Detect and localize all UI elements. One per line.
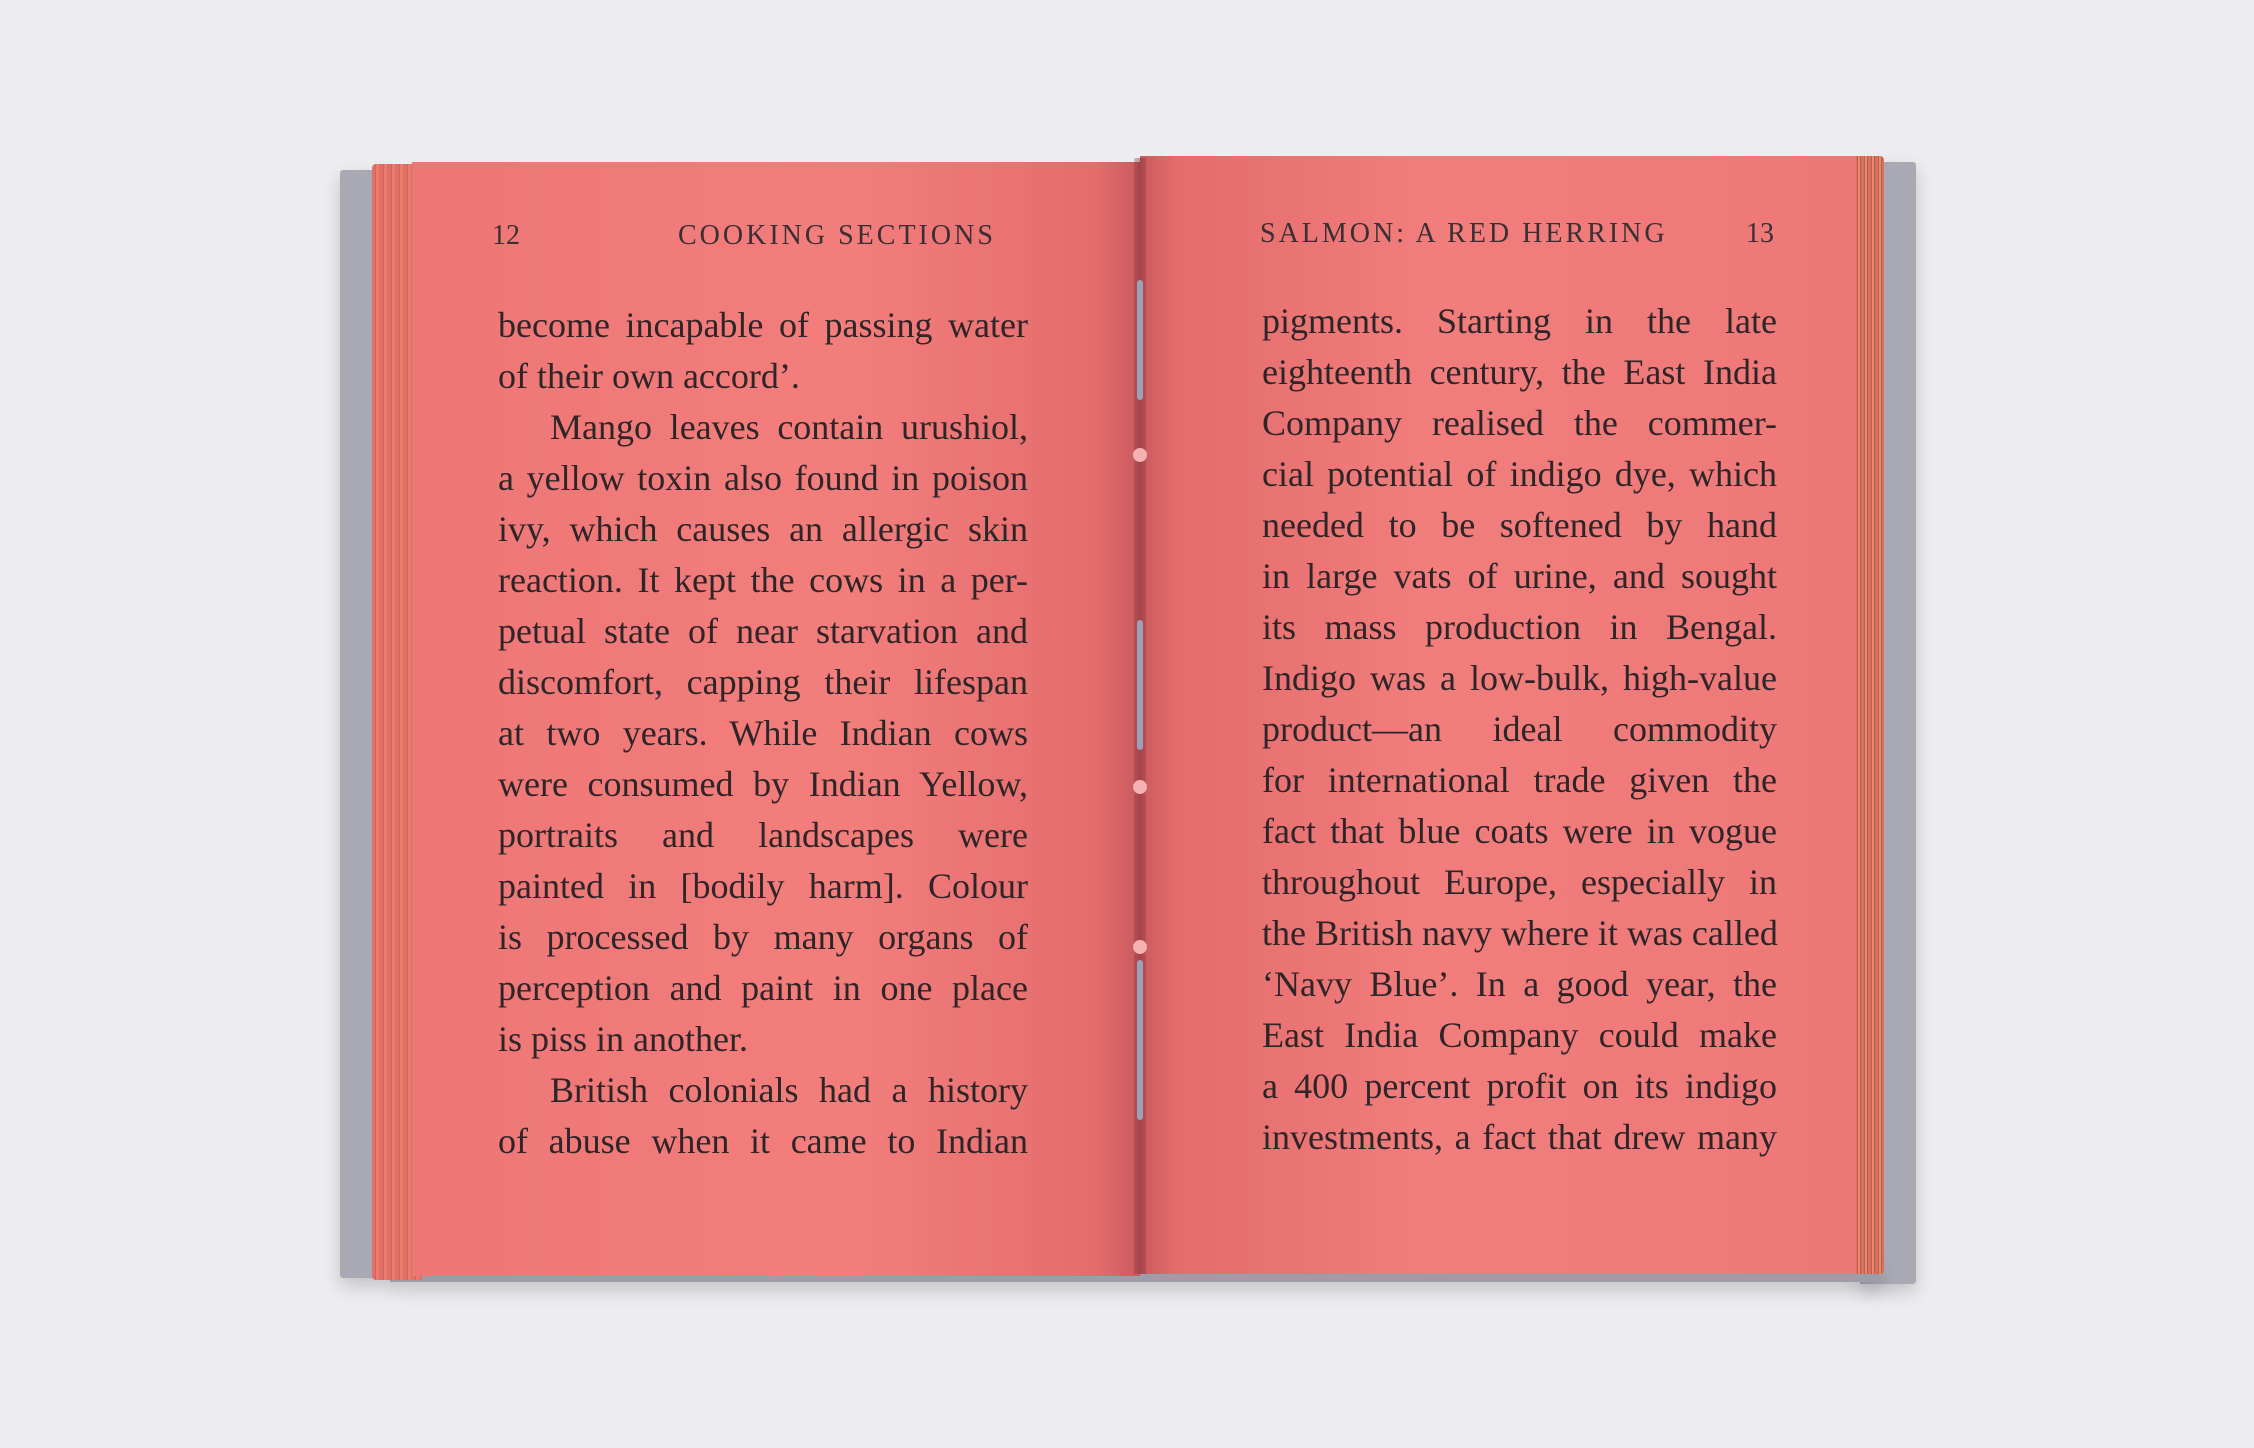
running-head-left: COOKING SECTIONS bbox=[678, 220, 996, 251]
text-line: is processed by many organs of bbox=[498, 917, 1028, 957]
right-page-body bbox=[1262, 296, 1777, 1163]
text-line: petual state of near starvation and bbox=[498, 611, 1028, 651]
text-line: of their own accord’. bbox=[498, 356, 800, 396]
text-line: portraits and landscapes were bbox=[498, 815, 1028, 855]
text-line: fact that blue coats were in vogue bbox=[1262, 811, 1777, 851]
text-line: reaction. It kept the cows in a per- bbox=[498, 560, 1028, 600]
binding-thread bbox=[1137, 960, 1143, 1120]
text-line: product—an ideal commodity bbox=[1262, 709, 1777, 749]
text-line: throughout Europe, especially in bbox=[1262, 862, 1777, 902]
binding-thread bbox=[1137, 620, 1143, 750]
text-line: ivy, which causes an allergic skin bbox=[498, 509, 1028, 549]
text-line: perception and paint in one place bbox=[498, 968, 1028, 1008]
text-line: cial potential of indigo dye, which bbox=[1262, 454, 1777, 494]
left-page-body bbox=[498, 300, 1028, 1167]
text-line: investments, a fact that drew many bbox=[1262, 1117, 1777, 1157]
text-line: painted in [bodily harm]. Colour bbox=[498, 866, 1028, 906]
text-line: the British navy where it was called bbox=[1262, 913, 1778, 953]
page-number-left: 12 bbox=[492, 220, 520, 251]
binding-knot bbox=[1133, 940, 1147, 954]
text-line: of abuse when it came to Indian bbox=[498, 1121, 1028, 1161]
text-line: for international trade given the bbox=[1262, 760, 1777, 800]
text-line: at two years. While Indian cows bbox=[498, 713, 1028, 753]
text-line: a 400 percent profit on its indigo bbox=[1262, 1066, 1777, 1106]
binding-knot bbox=[1133, 780, 1147, 794]
binding-knot bbox=[1133, 448, 1147, 462]
text-line: its mass production in Bengal. bbox=[1262, 607, 1777, 647]
text-line: Indigo was a low-bulk, high-value bbox=[1262, 658, 1777, 698]
text-line: Company realised the commer- bbox=[1262, 403, 1777, 443]
running-head-right: SALMON: A RED HERRING bbox=[1260, 218, 1668, 249]
text-line: eighteenth century, the East India bbox=[1262, 352, 1777, 392]
text-line: Mango leaves contain urushiol, bbox=[550, 407, 1028, 447]
text-line: a yellow toxin also found in poison bbox=[498, 458, 1028, 498]
text-line: discomfort, capping their lifespan bbox=[498, 662, 1028, 702]
page-number-right: 13 bbox=[1746, 218, 1774, 249]
text-line: in large vats of urine, and sought bbox=[1262, 556, 1777, 596]
text-line: British colonials had a history bbox=[550, 1070, 1028, 1110]
binding-thread bbox=[1137, 280, 1143, 400]
text-line: pigments. Starting in the late bbox=[1262, 301, 1777, 341]
text-line: East India Company could make bbox=[1262, 1015, 1777, 1055]
text-line: is piss in another. bbox=[498, 1019, 748, 1059]
text-line: ‘Navy Blue’. In a good year, the bbox=[1262, 964, 1777, 1004]
text-line: become incapable of passing water bbox=[498, 305, 1028, 345]
text-line: needed to be softened by hand bbox=[1262, 505, 1777, 545]
text-line: were consumed by Indian Yellow, bbox=[498, 764, 1028, 804]
